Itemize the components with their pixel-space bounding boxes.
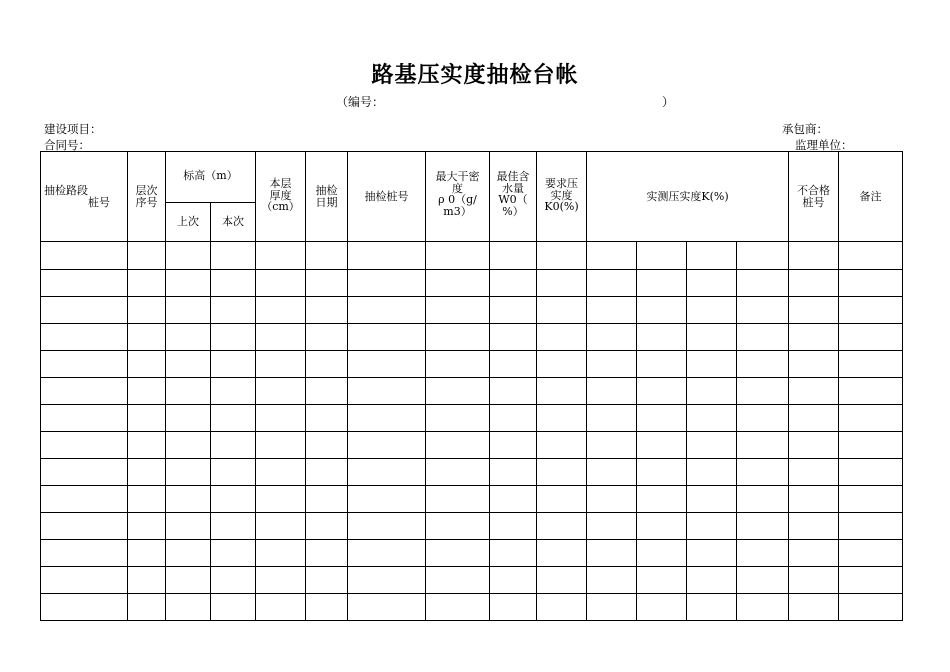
header-remark: 备注 (859, 190, 882, 203)
header-max-density: 最大干密 度 ρ 0（g/ m3） (435, 170, 480, 218)
header-measured: 实测压实度K(%) (646, 190, 729, 203)
header-thickness: 本层 厚度 （cm） (261, 177, 300, 213)
header-elevation: 标高（m） (183, 169, 238, 182)
header-elevation-prev: 上次 (177, 215, 199, 228)
document-title: 路基压实度抽检台帐 (371, 62, 579, 88)
header-required: 要求压 实度 K0(%) (544, 177, 579, 213)
header-station: 抽检桩号 (364, 190, 409, 203)
header-elevation-curr: 本次 (222, 215, 244, 228)
serial-number-close: ） (662, 95, 675, 109)
header-failed: 不合格 桩号 (797, 184, 830, 209)
header-layer: 层次 序号 (135, 184, 158, 209)
header-segment-line2: 桩号 (88, 195, 110, 209)
project-label: 建设项目： (44, 122, 102, 136)
header-moisture: 最佳含 水量 W0（ %） (496, 170, 530, 218)
supervisor-label: 监理单位： (795, 138, 853, 152)
contract-label: 合同号： (44, 138, 90, 152)
contractor-label: 承包商： (782, 122, 828, 136)
header-segment (44, 185, 110, 208)
header-segment-line1: 抽检路段 (44, 184, 88, 197)
header-date: 抽检 日期 (315, 184, 338, 209)
serial-number-label: （编号： (336, 95, 385, 109)
